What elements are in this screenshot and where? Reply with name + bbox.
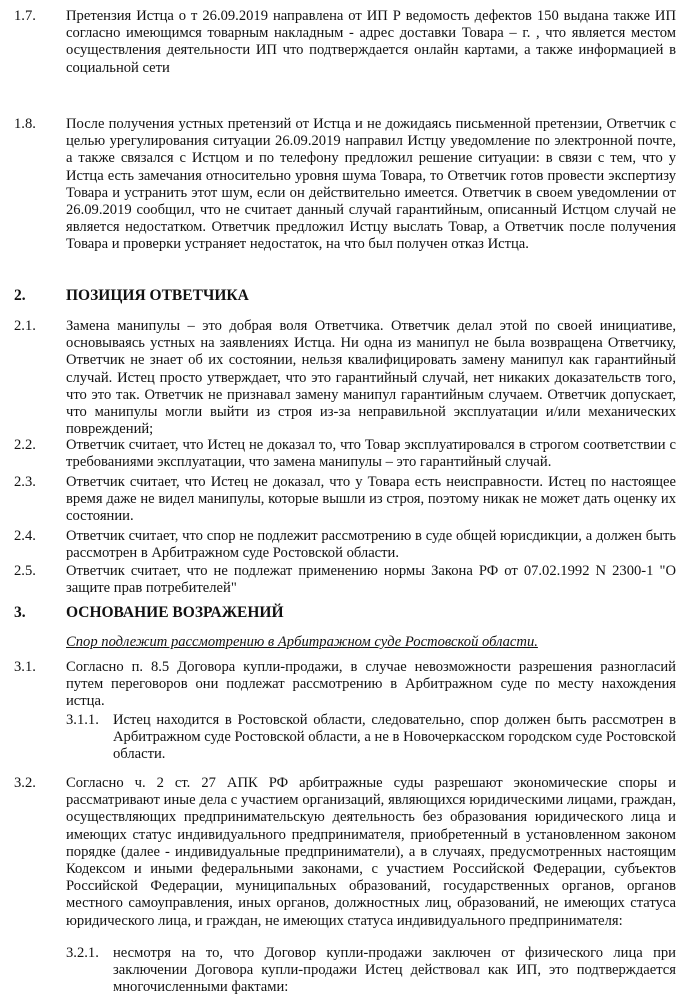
paragraph-number: 3.1.1. [66, 712, 99, 728]
paragraph-number: 1.7. [14, 8, 36, 24]
paragraph-number: 2.4. [14, 528, 36, 544]
paragraph-number: 2.5. [14, 563, 36, 579]
paragraph-text: Согласно ч. 2 ст. 27 АПК РФ арбитражные суды разрешают экономические споры и рассматривают иные дела с участием организаций, являющихся юридическими лицами, граждан, осуществляющих предпринимательскую деятельность без образования юридического лица и имеющих статус индивидуального предпринимателя, приобретенный в установленном законом порядке (далее - индивидуальные предприниматели), а в случаях, предусмотренных настоящим Кодексом и иными федеральными законами, с участием Российской Федерации, субъектов Российской Федерации, муниципальных образований, государственных органов, органов местного самоуправления, иных органов, должностных лиц, образований, не имеющих статуса юридического лица, и граждан, не имеющих статуса индивидуального предпринимателя: [66, 775, 676, 929]
section-title: ОСНОВАНИЕ ВОЗРАЖЕНИЙ [66, 604, 284, 621]
section-title: ПОЗИЦИЯ ОТВЕТЧИКА [66, 287, 249, 304]
paragraph-text: Ответчик считает, что Истец не доказал, что у Товара есть неисправности. Истец по настоящее время даже не видел манипулы, которые вышли из строя, поэтому никак не может дать оценку их состоянии. [66, 474, 676, 525]
paragraph-text: После получения устных претензий от Истца и не дожидаясь письменной претензии, Ответчик с целью урегулирования ситуации 26.09.2019 направил Истцу уведомление по электронной почте, а также связался с Истцом и по телефону предложил решение ситуации: в связи с тем, что у Истца есть замечания относительно уровня шума Товара, то Ответчик готов провести экспертизу Товара и устранить этот шум, если он действительно имеется. Ответчик в своем уведомлении от 26.09.2019 сообщил, что не считает данный случай гарантийным, описанный Истцом случай не является недостатком. Ответчик предложил Истцу выслать Товар, а Ответчик после получения Товара и проверки устраняет недостаток, на что был получен отказ Истца. [66, 116, 676, 253]
paragraph-number: 3.2.1. [66, 945, 99, 961]
paragraph-text: Замена манипулы – это добрая воля Ответчика. Ответчик делал этой по своей инициативе, основываясь устных на заявлениях Истца. Ни одна из манипул не была возвращена Ответчику, Ответчик не знает об их состоянии, нельзя квалифицировать замену манипул как гарантийный случай. Истец просто утверждает, что это гарантийный случай, нет никаких доказательств того, что это так. Ответчик не признавал замену манипул гарантийным случаем. Ответчик допускает, что манипулы могли выйти из строя из-за неправильной эксплуатации и/или механических повреждений; [66, 318, 676, 438]
paragraph-text: Согласно п. 8.5 Договора купли-продажи, в случае невозможности разрешения разногласий путем переговоров они подлежат рассмотрению в Арбитражном суде по месту нахождения истца. [66, 659, 676, 710]
paragraph-text: Претензия Истца о т 26.09.2019 направлена от ИП Р ведомость дефектов 150 выдана также ИП согласно имеющимся товарным накладным - адрес доставки Товара – г. , что является местом осуществления деятельности ИП что подтверждается онлайн картами, а также информацией в социальной сети [66, 8, 676, 76]
paragraph-number: 1.8. [14, 116, 36, 132]
paragraph-text: Ответчик считает, что спор не подлежит рассмотрению в суде общей юрисдикции, а должен быть рассмотрен в Арбитражном суде Ростовской области. [66, 528, 676, 562]
section-number: 2. [14, 287, 26, 304]
section-subtitle: Спор подлежит рассмотрению в Арбитражном суде Ростовской области. [66, 634, 538, 650]
paragraph-number: 2.2. [14, 437, 36, 453]
paragraph-text: Ответчик считает, что Истец не доказал то, что Товар эксплуатировался в строгом соответствии с требованиями эксплуатации, что замена манипулы – это гарантийный случай. [66, 437, 676, 471]
paragraph-text: Истец находится в Ростовской области, следовательно, спор должен быть рассмотрен в Арбитражном суде Ростовской области, а не в Новочеркасском городском суде Ростовской области. [113, 712, 676, 763]
paragraph-text: Ответчик считает, что не подлежат применению нормы Закона РФ от 07.02.1992 N 2300-1 "О защите прав потребителей" [66, 563, 676, 597]
paragraph-text: несмотря на то, что Договор купли-продажи заключен от физического лица при заключении Договора купли-продажи Истец действовал как ИП, это подтверждается многочисленными фактами: [113, 945, 676, 996]
paragraph-number: 2.3. [14, 474, 36, 490]
paragraph-number: 3.2. [14, 775, 36, 791]
paragraph-number: 2.1. [14, 318, 36, 334]
paragraph-number: 3.1. [14, 659, 36, 675]
section-number: 3. [14, 604, 26, 621]
